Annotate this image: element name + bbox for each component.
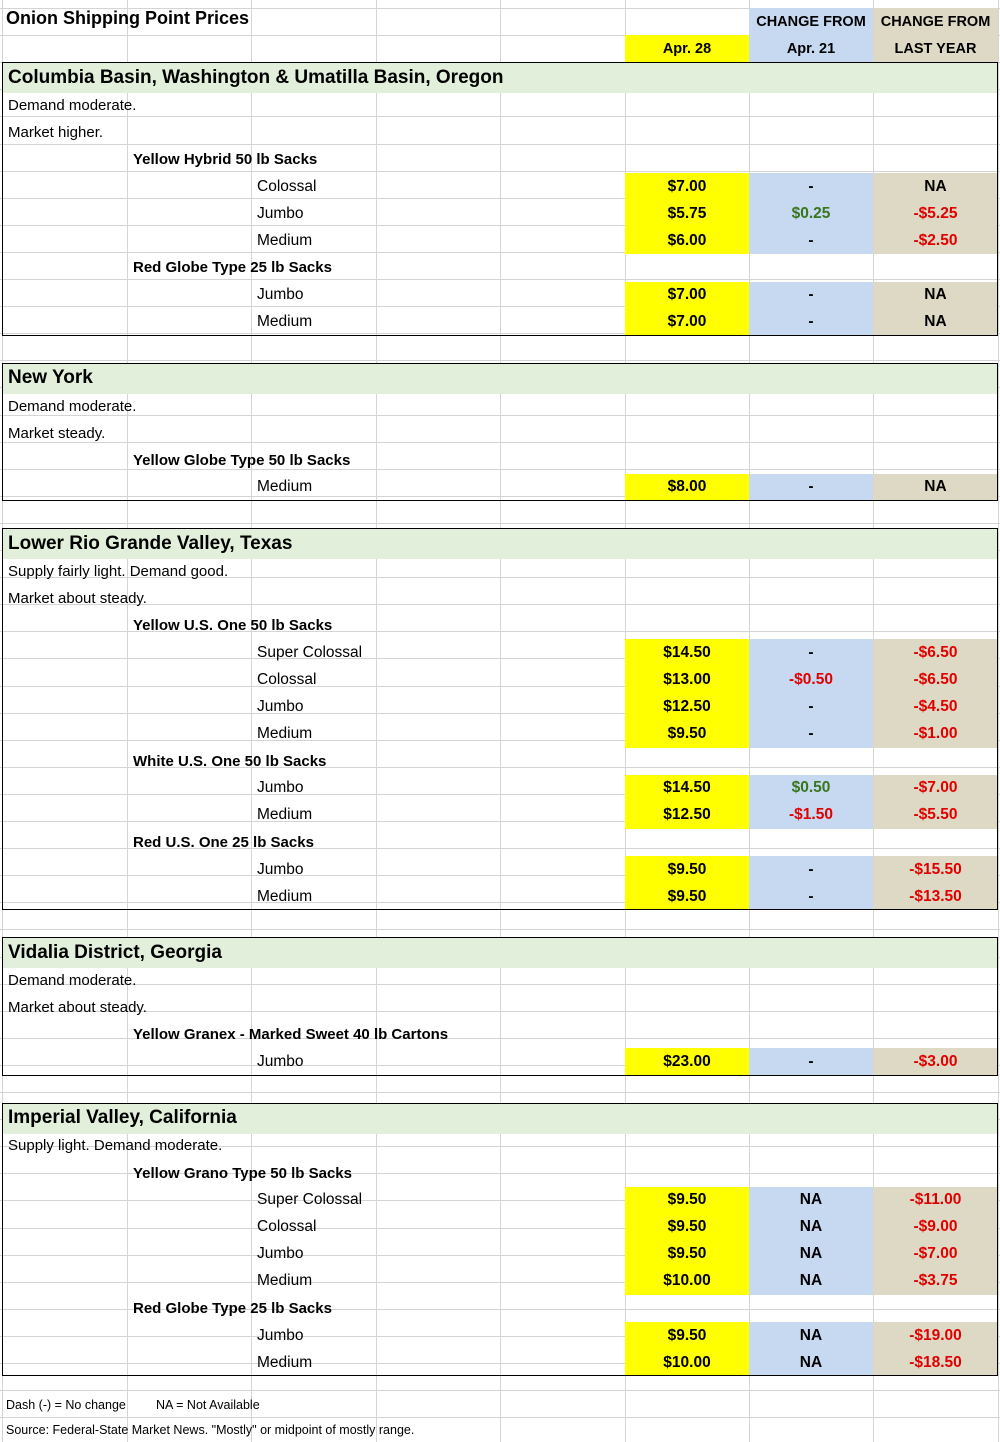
price-current: $10.00 — [625, 1268, 749, 1295]
change-from-last-year: -$6.50 — [873, 639, 998, 666]
change-from-last-year: -$3.75 — [873, 1268, 998, 1295]
price-current: $6.00 — [625, 227, 749, 254]
region-title: Columbia Basin, Washington & Umatilla Basin, Oregon — [8, 66, 504, 88]
change-from-last-week: $0.50 — [749, 775, 873, 802]
region-note: Market steady. — [8, 424, 106, 442]
size-label: Medium — [257, 231, 313, 249]
product-header: Yellow Grano Type 50 lb Sacks — [133, 1164, 352, 1182]
product-header: Red Globe Type 25 lb Sacks — [133, 259, 332, 277]
size-label: Medium — [257, 1272, 313, 1290]
product-header: Yellow Granex - Marked Sweet 40 lb Cartons — [133, 1026, 449, 1044]
price-current: $9.50 — [625, 883, 749, 910]
change-from-last-year: NA — [873, 474, 998, 501]
price-current: $12.50 — [625, 802, 749, 829]
change-from-last-year: -$18.50 — [873, 1349, 998, 1376]
grid-line-vertical — [500, 0, 501, 1442]
change-from-last-year: -$7.00 — [873, 775, 998, 802]
size-label: Super Colossal — [257, 643, 363, 661]
region-note: Supply fairly light. Demand good. — [8, 562, 229, 580]
product-header: Yellow Hybrid 50 lb Sacks — [133, 151, 318, 169]
grid-line-vertical — [998, 0, 999, 1442]
grid-line-vertical — [2, 0, 3, 1442]
price-current: $5.75 — [625, 200, 749, 227]
change-from-last-year: -$9.00 — [873, 1214, 998, 1241]
region-note: Market higher. — [8, 123, 104, 141]
change-from-last-week: NA — [749, 1322, 873, 1349]
price-current: $14.50 — [625, 775, 749, 802]
price-current: $10.00 — [625, 1349, 749, 1376]
change-from-last-week: - — [749, 282, 873, 309]
price-current: $9.50 — [625, 1241, 749, 1268]
region-note: Demand moderate. — [8, 96, 137, 114]
size-label: Jumbo — [257, 286, 304, 304]
change-from-last-week: NA — [749, 1187, 873, 1214]
change-from-last-week: NA — [749, 1268, 873, 1295]
price-current: $7.00 — [625, 309, 749, 336]
region-title: Lower Rio Grande Valley, Texas — [8, 532, 293, 554]
grid-line-vertical — [127, 0, 128, 1442]
size-label: Medium — [257, 887, 313, 905]
change-from-last-year: NA — [873, 282, 998, 309]
price-current: $9.50 — [625, 1214, 749, 1241]
product-header: Yellow Globe Type 50 lb Sacks — [133, 451, 351, 469]
header-current-date: Apr. 28 — [625, 35, 749, 62]
size-label: Jumbo — [257, 1052, 304, 1070]
change-from-last-year: NA — [873, 309, 998, 336]
change-from-last-year: -$4.50 — [873, 693, 998, 720]
change-from-last-week: - — [749, 309, 873, 336]
price-current: $12.50 — [625, 693, 749, 720]
size-label: Jumbo — [257, 860, 304, 878]
change-from-last-year: NA — [873, 173, 998, 200]
change-from-last-week: NA — [749, 1241, 873, 1268]
change-from-last-year: -$5.25 — [873, 200, 998, 227]
change-from-last-year: -$13.50 — [873, 883, 998, 910]
change-from-last-week: NA — [749, 1214, 873, 1241]
region-note: Market about steady. — [8, 590, 147, 608]
size-label: Colossal — [257, 177, 317, 195]
size-label: Colossal — [257, 1218, 317, 1236]
change-from-last-week: - — [749, 693, 873, 720]
change-from-last-year: -$7.00 — [873, 1241, 998, 1268]
region-note: Demand moderate. — [8, 397, 137, 415]
product-header: Yellow U.S. One 50 lb Sacks — [133, 617, 333, 635]
price-current: $9.50 — [625, 1187, 749, 1214]
size-label: Jumbo — [257, 697, 304, 715]
size-label: Medium — [257, 478, 313, 496]
price-current: $7.00 — [625, 173, 749, 200]
sheet-title: Onion Shipping Point Prices — [6, 7, 250, 28]
change-from-last-week: - — [749, 856, 873, 883]
price-current: $7.00 — [625, 282, 749, 309]
region-title: Imperial Valley, California — [8, 1107, 237, 1129]
price-current: $9.50 — [625, 721, 749, 748]
source-note: Source: Federal-State Market News. "Mostly" or midpoint of mostly range. — [6, 1422, 415, 1437]
size-label: Super Colossal — [257, 1191, 363, 1209]
legend-dash: Dash (-) = No change — [6, 1397, 126, 1412]
change-from-last-week: - — [749, 227, 873, 254]
size-label: Medium — [257, 1353, 313, 1371]
change-from-last-week: -$1.50 — [749, 802, 873, 829]
price-current: $13.00 — [625, 666, 749, 693]
size-label: Medium — [257, 806, 313, 824]
price-current: $9.50 — [625, 1322, 749, 1349]
size-label: Jumbo — [257, 1326, 304, 1344]
change-from-last-week: $0.25 — [749, 200, 873, 227]
change-from-last-week: NA — [749, 1349, 873, 1376]
size-label: Medium — [257, 313, 313, 331]
change-from-last-year: -$1.00 — [873, 721, 998, 748]
header-change-week-date: Apr. 21 — [749, 35, 873, 62]
change-from-last-week: - — [749, 721, 873, 748]
header-change-week-top: CHANGE FROM — [749, 8, 873, 35]
region-note: Supply light. Demand moderate. — [8, 1137, 223, 1155]
change-from-last-week: - — [749, 639, 873, 666]
price-current: $8.00 — [625, 474, 749, 501]
price-current: $14.50 — [625, 639, 749, 666]
legend-na: NA = Not Available — [156, 1397, 260, 1412]
change-from-last-year: -$2.50 — [873, 227, 998, 254]
change-from-last-week: -$0.50 — [749, 666, 873, 693]
product-header: Red U.S. One 25 lb Sacks — [133, 833, 314, 851]
change-from-last-year: -$6.50 — [873, 666, 998, 693]
size-label: Jumbo — [257, 779, 304, 797]
product-header: Red Globe Type 25 lb Sacks — [133, 1300, 332, 1318]
size-label: Medium — [257, 725, 313, 743]
change-from-last-week: - — [749, 1048, 873, 1075]
change-from-last-year: -$5.50 — [873, 802, 998, 829]
change-from-last-year: -$19.00 — [873, 1322, 998, 1349]
region-note: Demand moderate. — [8, 972, 137, 990]
region-title: New York — [8, 367, 93, 389]
size-label: Colossal — [257, 670, 317, 688]
header-change-year-label: LAST YEAR — [873, 35, 998, 62]
region-title: Vidalia District, Georgia — [8, 941, 223, 963]
change-from-last-year: -$3.00 — [873, 1048, 998, 1075]
change-from-last-year: -$15.50 — [873, 856, 998, 883]
product-header: White U.S. One 50 lb Sacks — [133, 752, 327, 770]
change-from-last-week: - — [749, 173, 873, 200]
change-from-last-year: -$11.00 — [873, 1187, 998, 1214]
price-current: $23.00 — [625, 1048, 749, 1075]
change-from-last-week: - — [749, 474, 873, 501]
grid-line-vertical — [376, 0, 377, 1442]
price-current: $9.50 — [625, 856, 749, 883]
size-label: Jumbo — [257, 1245, 304, 1263]
size-label: Jumbo — [257, 204, 304, 222]
region-note: Market about steady. — [8, 999, 147, 1017]
change-from-last-week: - — [749, 883, 873, 910]
header-change-year-top: CHANGE FROM — [873, 8, 998, 35]
